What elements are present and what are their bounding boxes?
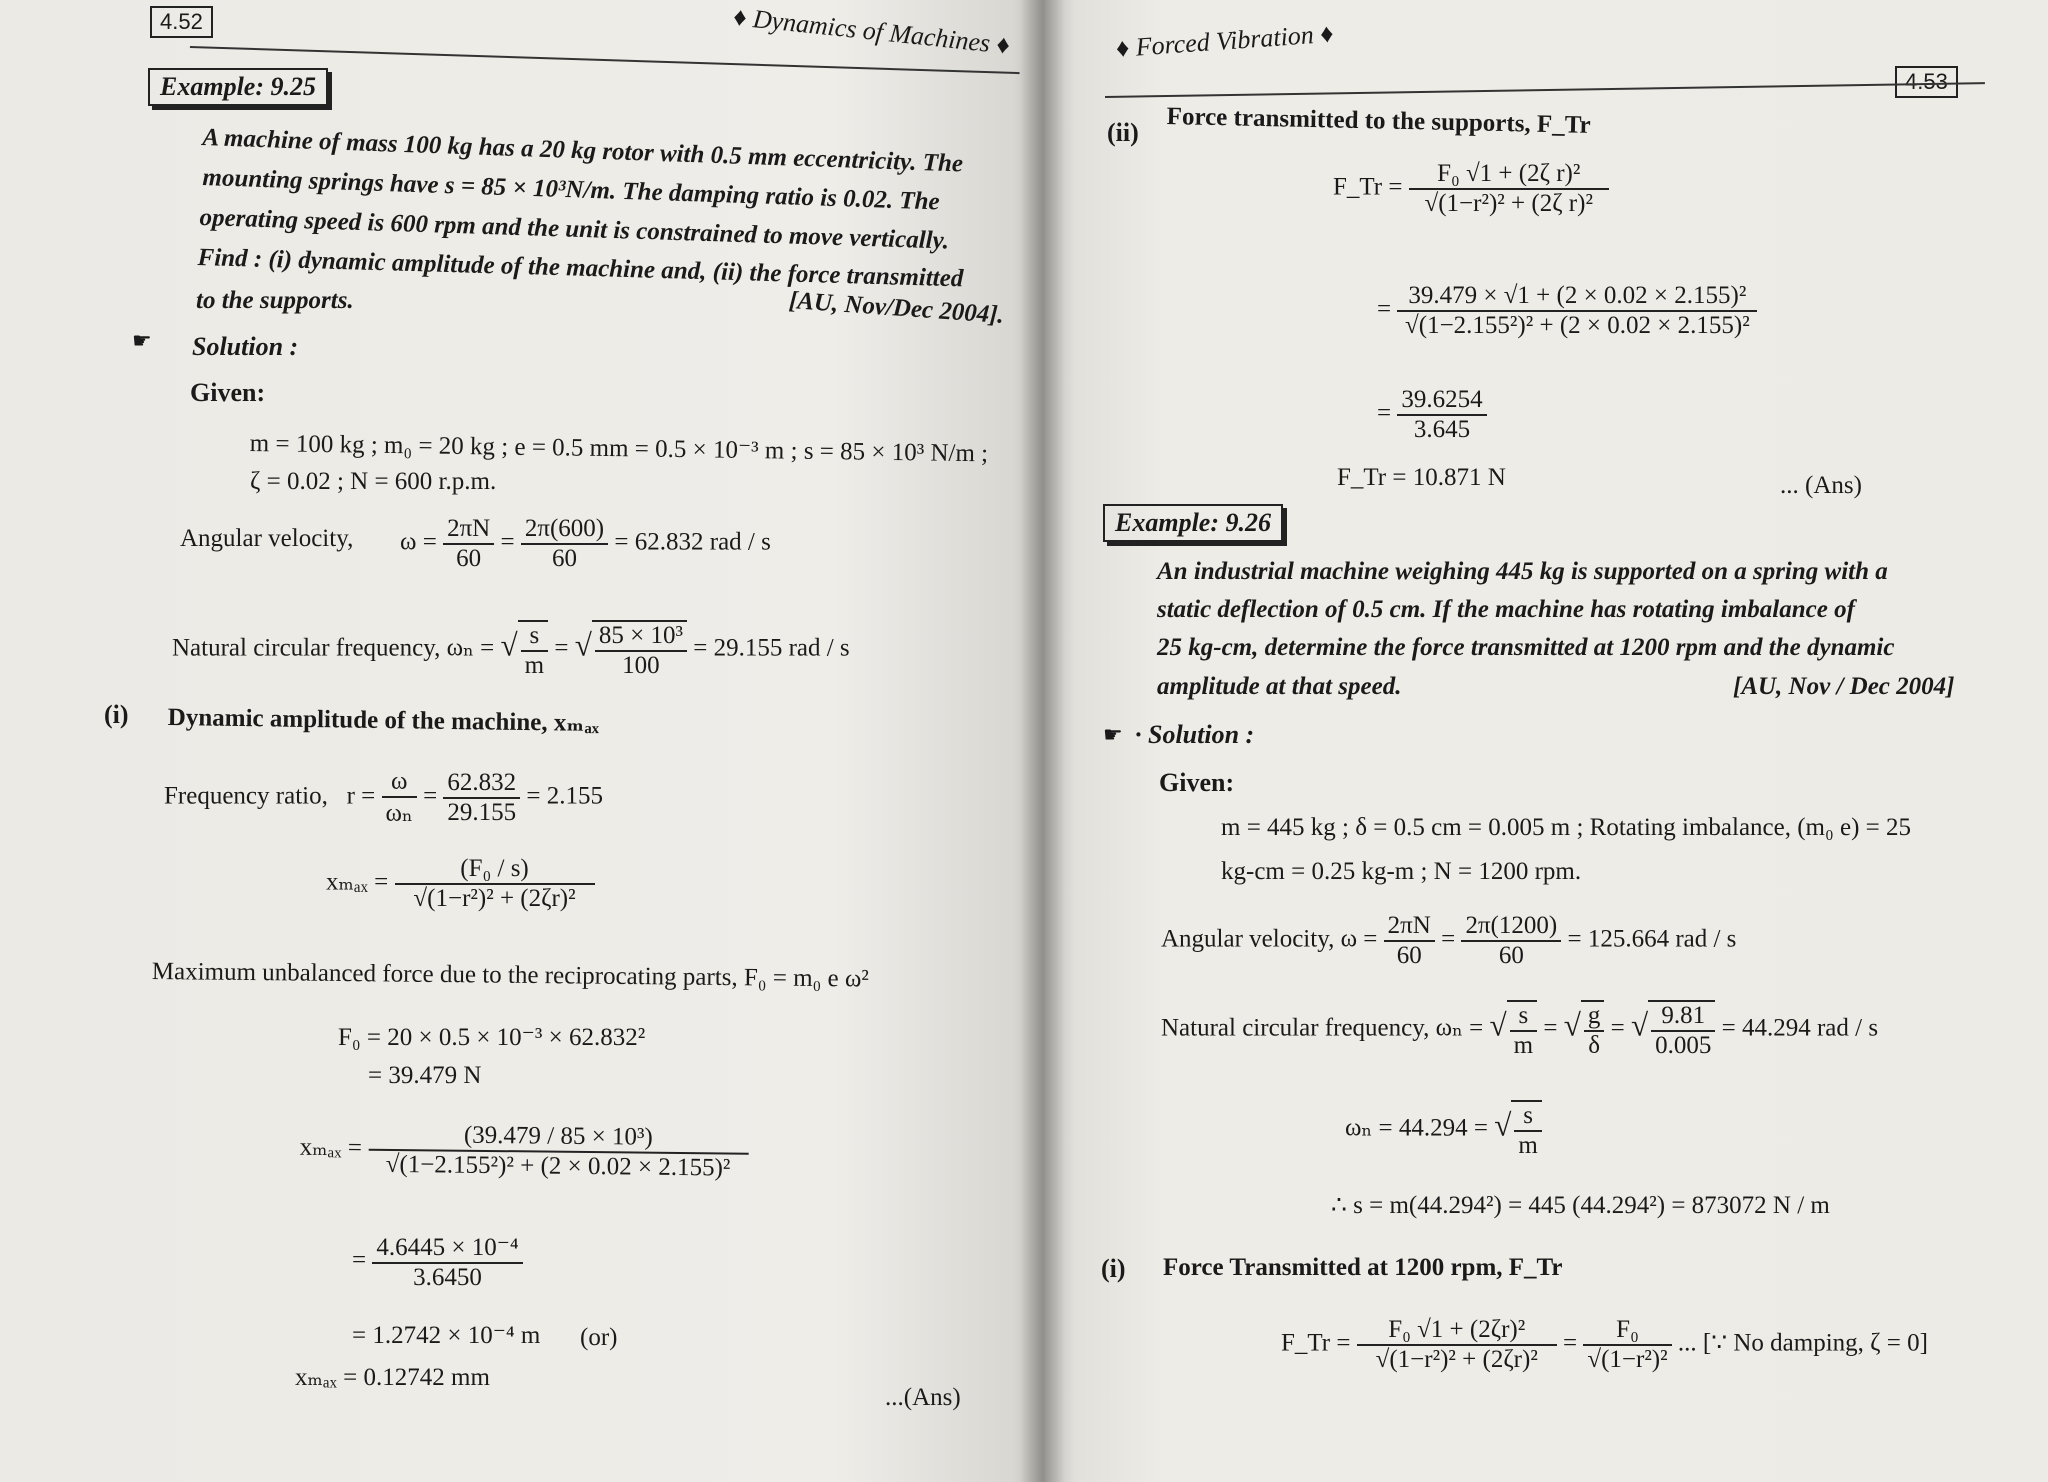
part-ii-number: (ii) bbox=[1107, 118, 1139, 147]
solution-926-label: · Solution : bbox=[1135, 720, 1255, 749]
given-925-label: Given: bbox=[190, 378, 266, 407]
solution-925-label: Solution : bbox=[192, 332, 299, 361]
max-unbalanced-force-text: Maximum unbalanced force due to the reciprocating parts, F₀ = m₀ e ω² bbox=[151, 958, 870, 993]
part-i-number-2: (i) bbox=[1101, 1254, 1126, 1283]
part-ii-title: Force transmitted to the supports, F_Tr bbox=[1166, 103, 1591, 139]
problem-926-line-2: static deflection of 0.5 cm. If the machine has rotating imbalance of bbox=[1157, 596, 1855, 623]
problem-925-line-3: operating speed is 600 rpm and the unit is constrained to move vertically. bbox=[199, 204, 950, 255]
natural-frequency-equation: Natural circular frequency, ωₙ = √ $\frac{s}{m}$ = √ $\frac{\text{85 × 10³}}{100}$ = 29.155 rad / s bbox=[172, 622, 850, 679]
xmax-simplified: = $\frac{\text{4.6445 × 10⁻⁴}}{3.6450}$ bbox=[352, 1232, 523, 1292]
problem-925-line-2: mounting springs have s = 85 × 10³N/m. The damping ratio is 0.02. The bbox=[202, 164, 941, 216]
pointing-hand-icon: ☛ bbox=[132, 328, 152, 353]
part-i-number: (i) bbox=[104, 700, 129, 729]
xmax-result-m: = 1.2742 × 10⁻⁴ m bbox=[352, 1322, 541, 1349]
wn-spring-relation: ωₙ = 44.294 = √ $\frac{s}{m}$ bbox=[1345, 1100, 1542, 1160]
problem-925-line-4: Find : (i) dynamic amplitude of the machine and, (ii) the force transmitted bbox=[197, 244, 964, 293]
example-926-label: Example: 9.26 bbox=[1103, 504, 1283, 542]
problem-926-reference: [AU, Nov / Dec 2004] bbox=[1733, 673, 1955, 700]
angular-velocity-equation-2: Angular velocity, ω = $\frac{2\pi N}{60}$ = $\frac{2\pi(1200)}{60}$ = 125.664 rad / s bbox=[1161, 912, 1737, 969]
angular-velocity-equation: ω = $\frac{2\pi N}{60}$ = $\frac{2\pi(600)}{60}$ = 62.832 rad / s bbox=[400, 515, 771, 572]
problem-926-line-4: amplitude at that speed. bbox=[1157, 673, 1402, 700]
ftr-formula-2: F_Tr = $\frac{\text{F₀ √1 + (2ζr)²}}{\text{√(1−r²)² + (2ζr)²}}$ = $\frac{\text{F₀}}{\text{√(1−r²)²}}$ ... [∵ No damping, ζ = 0] bbox=[1281, 1316, 1928, 1373]
pointing-hand-icon-2: ☛ bbox=[1103, 722, 1123, 747]
left-page-number: 4.52 bbox=[150, 6, 213, 38]
angular-velocity-label: Angular velocity, bbox=[180, 525, 354, 552]
xmax-formula: xₘₐₓ = $\frac{\text{(F₀ / s)}}{\text{√(1−r²)² + (2ζr)²}}$ bbox=[326, 855, 595, 913]
left-running-header: ♦ Dynamics of Machines ♦ bbox=[731, 2, 1012, 60]
part-i-title: Dynamic amplitude of the machine, xₘₐₓ bbox=[167, 703, 600, 738]
xmax-result-mm: xₘₐₓ = 0.12742 mm bbox=[295, 1364, 490, 1391]
right-page-number: 4.53 bbox=[1895, 66, 1958, 98]
ftr-formula: F_Tr = $\frac{\text{F₀ √1 + (2ζ r)²}}{\text{√(1−r²)² + (2ζ r)²}}$ bbox=[1333, 160, 1609, 218]
right-ans-marker: ... (Ans) bbox=[1780, 472, 1862, 499]
f0-computation: F₀ = 20 × 0.5 × 10⁻³ × 62.832² bbox=[338, 1024, 646, 1051]
given-926-label: Given: bbox=[1159, 768, 1235, 797]
problem-926-line-1: An industrial machine weighing 445 kg is supported on a spring with a bbox=[1157, 558, 1888, 585]
right-header-rule bbox=[1105, 82, 1985, 98]
left-ans-marker: ...(Ans) bbox=[885, 1384, 961, 1411]
right-page bbox=[1045, 0, 2048, 1482]
problem-925-line-1: A machine of mass 100 kg has a 20 kg rotor with 0.5 mm eccentricity. The bbox=[202, 124, 964, 178]
f0-result: = 39.479 N bbox=[368, 1062, 482, 1089]
right-running-header: ♦ Forced Vibration ♦ bbox=[1115, 18, 1335, 63]
ftr-result: F_Tr = 10.871 N bbox=[1337, 464, 1506, 491]
natural-frequency-equation-2: Natural circular frequency, ωₙ = √ $\frac{s}{m}$ = √ $\frac{g}{\delta}$ = √ $\frac{9.81}{0.005}$ = 44.294 rad / s bbox=[1161, 1002, 1879, 1059]
given-925-line-1: m = 100 kg ; m₀ = 20 kg ; e = 0.5 mm = 0.5 × 10⁻³ m ; s = 85 × 10³ N/m ; bbox=[249, 429, 989, 468]
given-925-line-2: ζ = 0.02 ; N = 600 r.p.m. bbox=[250, 468, 497, 495]
example-925-label: Example: 9.25 bbox=[148, 68, 328, 106]
problem-926-line-3: 25 kg-cm, determine the force transmitted at 1200 rpm and the dynamic bbox=[1157, 634, 1895, 661]
book-gutter-shadow bbox=[1020, 0, 1065, 1482]
ftr-substitution: = $\frac{\text{39.479 × √1 + (2 × 0.02 × 2.155)²}}{\text{√(1−2.155²)² + (2 × 0.02 × 2.155)²}}$ bbox=[1377, 282, 1757, 340]
part-i-title-2: Force Transmitted at 1200 rpm, F_Tr bbox=[1163, 1254, 1563, 1281]
problem-925-reference: [AU, Nov/Dec 2004]. bbox=[788, 287, 1005, 329]
given-926-line-1: m = 445 kg ; δ = 0.5 cm = 0.005 m ; Rotating imbalance, (m₀ e) = 25 bbox=[1221, 814, 1911, 841]
problem-925-line-5: to the supports. bbox=[196, 287, 354, 314]
ftr-simplified: = $\frac{39.6254}{3.645}$ bbox=[1377, 386, 1487, 444]
or-text: (or) bbox=[580, 1324, 618, 1351]
xmax-substitution: xₘₐₓ = $\frac{\text{(39.479 / 85 × 10³)}}{\text{√(1−2.155²)² + (2 × 0.02 × 2.155)²}}$ bbox=[299, 1120, 748, 1183]
frequency-ratio-equation: Frequency ratio, r = $\frac{\omega}{\text{ωₙ}}$ = $\frac{62.832}{29.155}$ = 2.155 bbox=[164, 768, 604, 827]
spring-stiffness-result: ∴ s = m(44.294²) = 445 (44.294²) = 873072 N / m bbox=[1331, 1192, 1830, 1219]
given-926-line-2: kg-cm = 0.25 kg-m ; N = 1200 rpm. bbox=[1221, 858, 1582, 885]
